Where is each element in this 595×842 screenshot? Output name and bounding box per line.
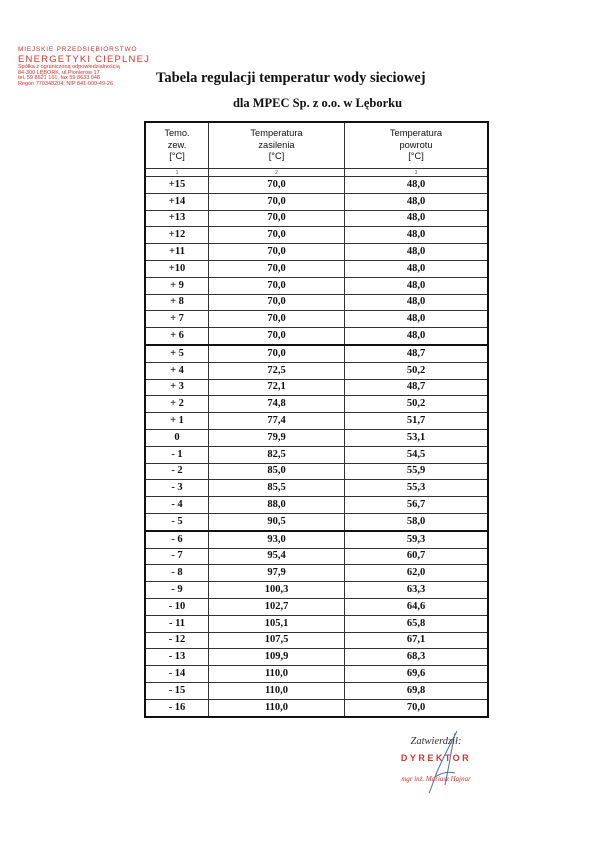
cell-outdoor-temp: - 1 xyxy=(145,446,209,463)
cell-outdoor-temp: + 7 xyxy=(145,311,209,328)
cell-supply-temp: 72,1 xyxy=(209,379,345,396)
table-row xyxy=(145,649,488,666)
header-text: zew. xyxy=(167,139,187,150)
cell-outdoor-temp: - 10 xyxy=(145,598,209,615)
cell-return-temp: 70,0 xyxy=(345,699,489,716)
cell-return-temp: 50,2 xyxy=(345,396,489,413)
cell-outdoor-temp: - 9 xyxy=(145,582,209,599)
cell-supply-temp: 70,0 xyxy=(209,244,345,261)
cell-outdoor-temp: +13 xyxy=(145,210,209,227)
cell-return-temp: 63,3 xyxy=(345,582,489,599)
cell-outdoor-temp: - 2 xyxy=(145,463,209,480)
cell-supply-temp: 93,0 xyxy=(209,531,345,548)
cell-supply-temp: 74,8 xyxy=(209,396,345,413)
table-row xyxy=(145,227,488,244)
cell-return-temp: 50,2 xyxy=(345,362,489,379)
cell-return-temp: 54,5 xyxy=(345,446,489,463)
cell-return-temp: 65,8 xyxy=(345,615,489,632)
table-row xyxy=(145,210,488,227)
cell-return-temp: 48,0 xyxy=(345,294,489,311)
cell-outdoor-temp: 0 xyxy=(145,429,209,446)
cell-supply-temp: 110,0 xyxy=(209,699,345,716)
cell-supply-temp: 70,0 xyxy=(209,193,345,210)
cell-supply-temp: 109,9 xyxy=(209,649,345,666)
cell-outdoor-temp: + 5 xyxy=(145,345,209,362)
cell-outdoor-temp: - 11 xyxy=(145,615,209,632)
table-row xyxy=(145,463,488,480)
cell-outdoor-temp: +15 xyxy=(145,177,209,194)
company-stamp xyxy=(18,47,158,88)
stamp-line: MIEJSKIE PRZEDSIĘBIORSTWO xyxy=(18,46,138,53)
cell-return-temp: 62,0 xyxy=(345,565,489,582)
cell-outdoor-temp: +12 xyxy=(145,227,209,244)
table-row xyxy=(145,193,488,210)
table-row xyxy=(145,294,488,311)
cell-outdoor-temp: - 13 xyxy=(145,649,209,666)
document-subtitle: dla MPEC Sp. z o.o. w Lęborku xyxy=(232,96,403,110)
table-body xyxy=(145,177,488,717)
table-row xyxy=(145,513,488,530)
stamp-line: Spółka z ograniczoną odpowiedzialnością xyxy=(18,63,120,70)
cell-supply-temp: 70,0 xyxy=(209,227,345,244)
stamp-phone: tel. 59 8621 161, fax 59 8633 048 xyxy=(18,75,100,82)
temperature-table xyxy=(144,121,489,718)
table-row xyxy=(145,480,488,497)
table-row xyxy=(145,429,488,446)
cell-outdoor-temp: - 4 xyxy=(145,497,209,514)
cell-outdoor-temp: + 1 xyxy=(145,413,209,430)
column-index: 1 xyxy=(145,169,209,177)
table-row xyxy=(145,244,488,261)
cell-supply-temp: 88,0 xyxy=(209,497,345,514)
cell-return-temp: 55,3 xyxy=(345,480,489,497)
cell-return-temp: 68,3 xyxy=(345,649,489,666)
cell-outdoor-temp: - 6 xyxy=(145,531,209,548)
cell-outdoor-temp: - 15 xyxy=(145,682,209,699)
header-row xyxy=(145,122,488,169)
table-row xyxy=(145,413,488,430)
cell-supply-temp: 110,0 xyxy=(209,682,345,699)
cell-supply-temp: 105,1 xyxy=(209,615,345,632)
cell-supply-temp: 70,0 xyxy=(209,210,345,227)
approved-label: Zatwierdził: xyxy=(410,736,462,747)
cell-outdoor-temp: + 2 xyxy=(145,396,209,413)
cell-supply-temp: 90,5 xyxy=(209,513,345,530)
cell-outdoor-temp: - 5 xyxy=(145,513,209,530)
cell-supply-temp: 95,4 xyxy=(209,548,345,565)
cell-supply-temp: 107,5 xyxy=(209,632,345,649)
cell-return-temp: 48,0 xyxy=(345,227,489,244)
table-row xyxy=(145,598,488,615)
cell-supply-temp: 102,7 xyxy=(209,598,345,615)
header-text: powrotu xyxy=(399,139,433,150)
cell-outdoor-temp: - 12 xyxy=(145,632,209,649)
header-supply-temp xyxy=(209,122,345,169)
table-row xyxy=(145,396,488,413)
stamp-regon-nip: Regon 770348204, NIP 841-000-49-26 xyxy=(18,81,114,88)
cell-return-temp: 55,9 xyxy=(345,463,489,480)
column-index-row xyxy=(145,169,488,177)
table-row xyxy=(145,177,488,194)
stamp-company-name: ENERGETYKI CIEPLNEJ xyxy=(18,53,151,65)
table-row xyxy=(145,582,488,599)
cell-supply-temp: 110,0 xyxy=(209,666,345,683)
cell-return-temp: 59,3 xyxy=(345,531,489,548)
table-row xyxy=(145,531,488,548)
cell-supply-temp: 85,5 xyxy=(209,480,345,497)
director-name: mgr inż. Mariusz Hajnar xyxy=(401,775,471,783)
cell-supply-temp: 70,0 xyxy=(209,294,345,311)
cell-supply-temp: 77,4 xyxy=(209,413,345,430)
header-text: Temperatura xyxy=(250,128,303,139)
cell-outdoor-temp: +10 xyxy=(145,260,209,277)
header-text: zasilenia xyxy=(258,139,295,150)
cell-outdoor-temp: +11 xyxy=(145,244,209,261)
header-text: Temperatura xyxy=(389,128,443,139)
cell-supply-temp: 70,0 xyxy=(209,345,345,362)
cell-return-temp: 56,7 xyxy=(345,497,489,514)
cell-supply-temp: 79,9 xyxy=(209,429,345,446)
cell-return-temp: 51,7 xyxy=(345,413,489,430)
cell-return-temp: 69,6 xyxy=(345,666,489,683)
cell-outdoor-temp: - 16 xyxy=(145,699,209,716)
cell-outdoor-temp: + 8 xyxy=(145,294,209,311)
table-row xyxy=(145,548,488,565)
director-stamp: DYREKTOR xyxy=(400,753,472,763)
cell-outdoor-temp: +14 xyxy=(145,193,209,210)
cell-return-temp: 48,0 xyxy=(345,177,489,194)
cell-supply-temp: 85,0 xyxy=(209,463,345,480)
cell-supply-temp: 100,3 xyxy=(209,582,345,599)
cell-outdoor-temp: + 6 xyxy=(145,328,209,345)
cell-outdoor-temp: + 3 xyxy=(145,379,209,396)
table-row xyxy=(145,446,488,463)
cell-return-temp: 60,7 xyxy=(345,548,489,565)
table-row xyxy=(145,260,488,277)
cell-return-temp: 48,7 xyxy=(345,379,489,396)
cell-return-temp: 48,0 xyxy=(345,277,489,294)
cell-return-temp: 48,0 xyxy=(345,244,489,261)
cell-outdoor-temp: + 4 xyxy=(145,362,209,379)
cell-outdoor-temp: - 7 xyxy=(145,548,209,565)
document-title: Tabela regulacji temperatur wody sieciowej xyxy=(156,70,426,86)
table-row xyxy=(145,379,488,396)
cell-return-temp: 48,7 xyxy=(345,345,489,362)
table-row xyxy=(145,311,488,328)
table-row xyxy=(145,565,488,582)
cell-outdoor-temp: - 3 xyxy=(145,480,209,497)
cell-supply-temp: 70,0 xyxy=(209,277,345,294)
table-row xyxy=(145,328,488,345)
cell-return-temp: 64,6 xyxy=(345,598,489,615)
cell-return-temp: 58,0 xyxy=(345,513,489,530)
stamp-address: 84-300 LĘBORK, ul.Pionierów 17 xyxy=(18,69,100,76)
cell-outdoor-temp: + 9 xyxy=(145,277,209,294)
cell-supply-temp: 70,0 xyxy=(209,177,345,194)
cell-return-temp: 53,1 xyxy=(345,429,489,446)
cell-supply-temp: 70,0 xyxy=(209,328,345,345)
cell-supply-temp: 97,9 xyxy=(209,565,345,582)
signature-block xyxy=(366,736,506,783)
cell-supply-temp: 70,0 xyxy=(209,260,345,277)
cell-return-temp: 48,0 xyxy=(345,193,489,210)
cell-supply-temp: 82,5 xyxy=(209,446,345,463)
cell-return-temp: 48,0 xyxy=(345,311,489,328)
table-row xyxy=(145,497,488,514)
header-text: [°C] xyxy=(408,151,424,162)
table-row xyxy=(145,699,488,716)
cell-supply-temp: 70,0 xyxy=(209,311,345,328)
header-text: [°C] xyxy=(268,151,285,162)
header-outdoor-temp xyxy=(145,122,209,169)
header-return-temp xyxy=(345,122,489,169)
table-row xyxy=(145,632,488,649)
header-text: Temo. xyxy=(164,128,190,139)
cell-return-temp: 48,0 xyxy=(345,210,489,227)
cell-return-temp: 67,1 xyxy=(345,632,489,649)
cell-outdoor-temp: - 8 xyxy=(145,565,209,582)
table-row xyxy=(145,345,488,362)
cell-return-temp: 48,0 xyxy=(345,260,489,277)
table-row xyxy=(145,615,488,632)
header-text: [°C] xyxy=(169,151,185,162)
table-row xyxy=(145,362,488,379)
table-row xyxy=(145,277,488,294)
column-index: 2 xyxy=(209,169,345,177)
column-index: 3 xyxy=(345,169,489,177)
cell-return-temp: 48,0 xyxy=(345,328,489,345)
cell-outdoor-temp: - 14 xyxy=(145,666,209,683)
table-row xyxy=(145,682,488,699)
cell-return-temp: 69,8 xyxy=(345,682,489,699)
table-row xyxy=(145,666,488,683)
cell-supply-temp: 72,5 xyxy=(209,362,345,379)
